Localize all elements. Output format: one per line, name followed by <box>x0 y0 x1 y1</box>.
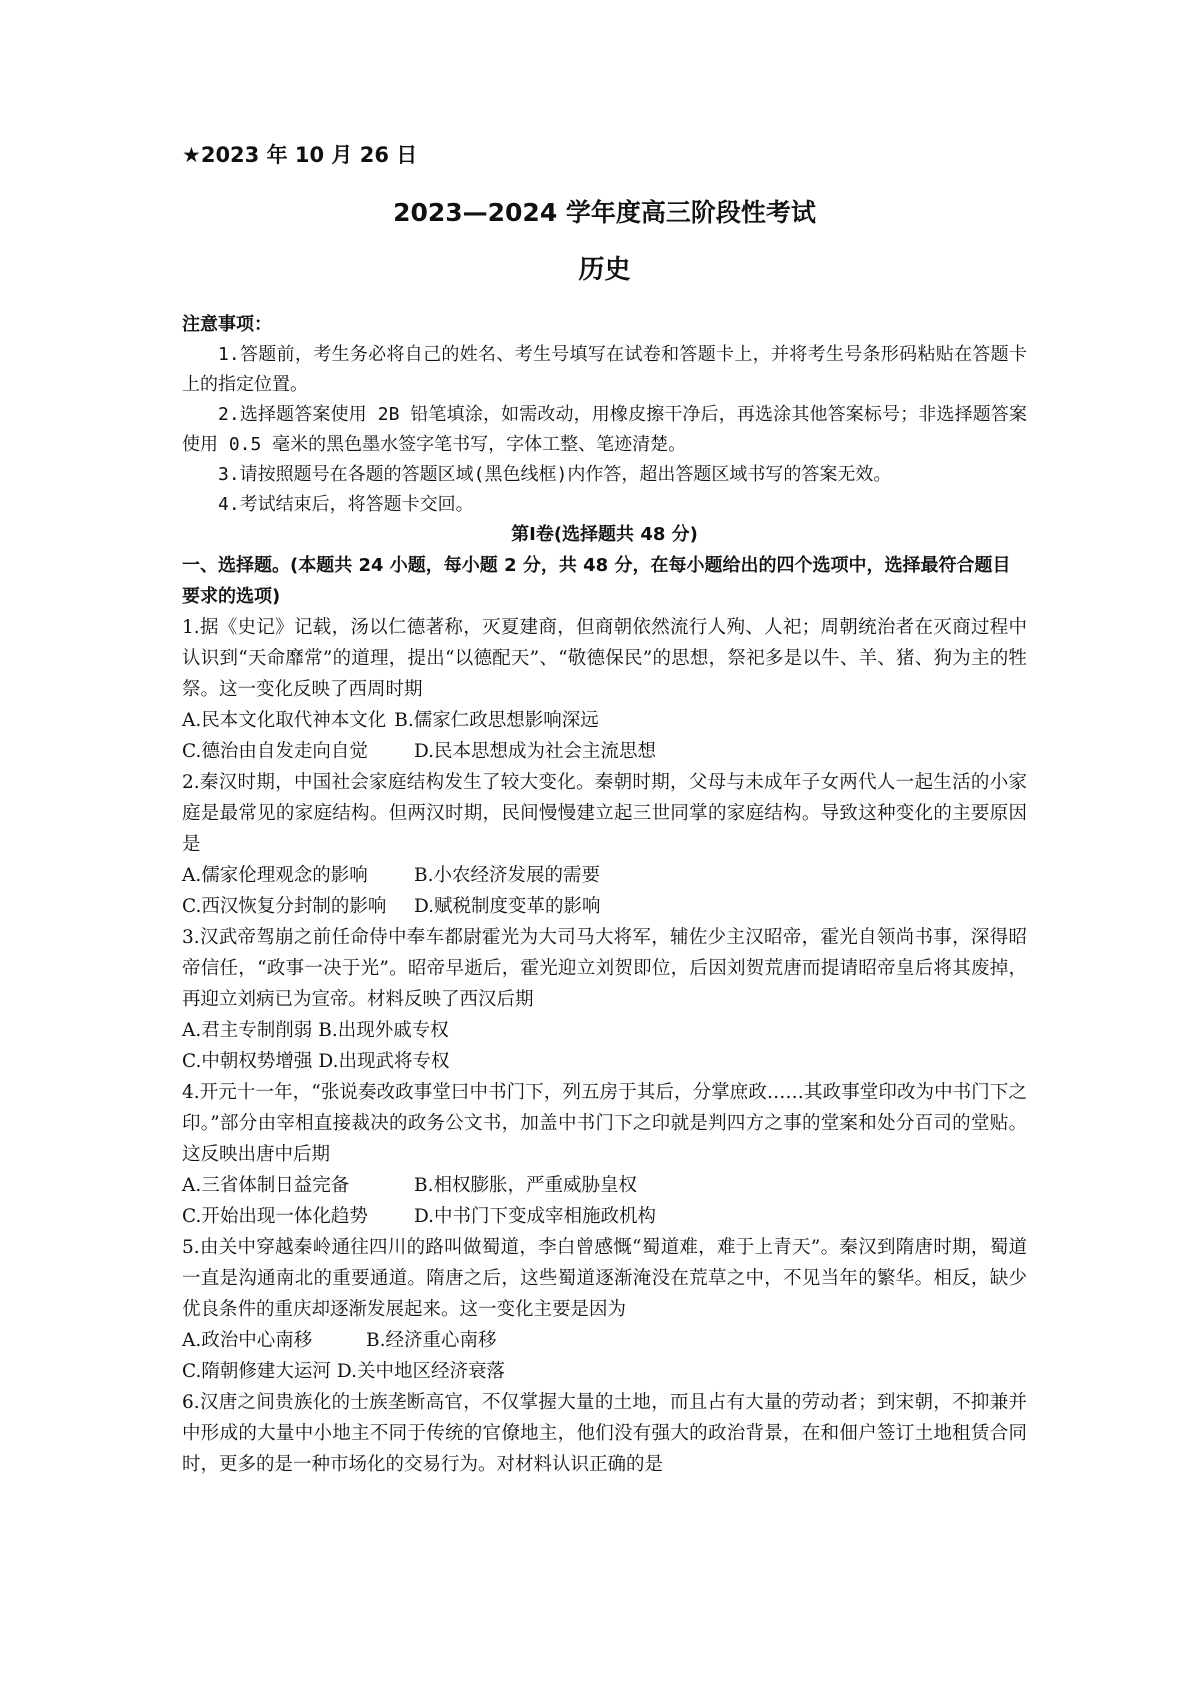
question-options <box>182 1015 1027 1077</box>
option-c: C.隋朝修建大运河 <box>182 1361 331 1382</box>
option-c: C.中朝权势增强 <box>182 1051 313 1072</box>
question-options <box>182 860 1027 922</box>
option-d: D.民本思想成为社会主流思想 <box>414 741 657 762</box>
option-c: C.开始出现一体化趋势 <box>182 1206 368 1227</box>
option-b: B.相权膨胀，严重威胁皇权 <box>414 1175 637 1196</box>
option-c: C.德治由自发走向自觉 <box>182 741 368 762</box>
question-stem: 6.汉唐之间贵族化的士族垄断高官，不仅掌握大量的土地，而且占有大量的劳动者；到宋朝，不抑兼并中形成的大量中小地主不同于传统的官僚地主，他们没有强大的政治背景，在和佃户签订土地租赁合同时，更多的是一种市场化的交易行为。对材料认识正确的是 <box>182 1392 1027 1475</box>
option-d: D.关中地区经济衰落 <box>336 1361 505 1382</box>
question-stem: 4.开元十一年，“张说奏改政事堂曰中书门下，列五房于其后，分掌庶政……其政事堂印改为中书门下之印。”部分由宰相直接裁决的政务公文书，加盖中书门下之印就是判四方之事的堂案和处分百司的堂贴。这反映出唐中后期 <box>182 1082 1027 1165</box>
option-b: B.儒家仁政思想影响深远 <box>394 710 599 731</box>
option-b: B.经济重心南移 <box>366 1330 497 1351</box>
question-stem: 2.秦汉时期，中国社会家庭结构发生了较大变化。秦朝时期，父母与未成年子女两代人一起生活的小家庭是最常见的家庭结构。但两汉时期，民间慢慢建立起三世同掌的家庭结构。导致这种变化的主要原因是 <box>182 772 1027 855</box>
volume-heading: 第Ⅰ卷(选择题共 48 分) <box>511 524 698 545</box>
exam-title: 2023—2024 学年度高三阶段性考试 <box>393 198 816 227</box>
question-stem: 3.汉武帝驾崩之前任命侍中奉车都尉霍光为大司马大将军，辅佐少主汉昭帝，霍光自领尚书事，深得昭帝信任，“政事一决于光”。昭帝早逝后，霍光迎立刘贺即位，后因刘贺荒唐而提请昭帝皇后将其废掉，再迎立刘病已为宣帝。材料反映了西汉后期 <box>182 927 1027 1010</box>
option-a: A.三省体制日益完备 <box>182 1175 350 1196</box>
part-heading: 一、选择题。(本题共 24 小题，每小题 2 分，共 48 分，在每小题给出的四个选项中，选择最符合题目要求的选项) <box>182 555 1011 607</box>
option-b: B.出现外戚专权 <box>318 1020 449 1041</box>
option-a: A.儒家伦理观念的影响 <box>182 865 368 886</box>
notice-item: 2.选择题答案使用 2B 铅笔填涂，如需改动，用橡皮擦干净后，再选涂其他答案标号；非选择题答案使用 0.5 毫米的黑色墨水签字笔书写，字体工整、笔迹清楚。 <box>182 404 1027 455</box>
option-d: D.中书门下变成宰相施政机构 <box>414 1206 657 1227</box>
option-b: B.小农经济发展的需要 <box>414 865 600 886</box>
option-c: C.西汉恢复分封制的影响 <box>182 896 387 917</box>
notice-item: 1.答题前，考生务必将自己的姓名、考生号填写在试卷和答题卡上，并将考生号条形码粘贴在答题卡上的指定位置。 <box>182 344 1027 395</box>
question-options <box>182 1170 1027 1232</box>
option-a: A.政治中心南移 <box>182 1330 313 1351</box>
notice-item: 4.考试结束后，将答题卡交回。 <box>218 494 474 515</box>
exam-date: ★2023 年 10 月 26 日 <box>182 143 418 167</box>
notice-item: 3.请按照题号在各题的答题区域(黑色线框)内作答，超出答题区域书写的答案无效。 <box>218 464 892 485</box>
exam-page <box>182 140 1027 1480</box>
question-stem: 1.据《史记》记载，汤以仁德著称，灭夏建商，但商朝依然流行人殉、人祀；周朝统治者在灭商过程中认识到“天命靡常”的道理，提出“以德配天”、“敬德保民”的思想，祭祀多是以牛、羊、猪、狗为主的牲祭。这一变化反映了西周时期 <box>182 617 1027 700</box>
question-options <box>182 1325 1027 1387</box>
option-d: D.赋税制度变革的影响 <box>414 896 601 917</box>
option-d: D.出现武将专权 <box>318 1051 450 1072</box>
subject-title: 历史 <box>578 255 631 285</box>
notice-heading: 注意事项： <box>182 314 272 335</box>
option-a: A.君主专制削弱 <box>182 1020 313 1041</box>
option-a: A.民本文化取代神本文化 <box>182 710 387 731</box>
question-stem: 5.由关中穿越秦岭通往四川的路叫做蜀道，李白曾感慨“蜀道难，难于上青天”。秦汉到隋唐时期，蜀道一直是沟通南北的重要通道。隋唐之后，这些蜀道逐渐淹没在荒草之中，不见当年的繁华。相反，缺少优良条件的重庆却逐渐发展起来。这一变化主要是因为 <box>182 1237 1027 1320</box>
question-options <box>182 705 1027 767</box>
